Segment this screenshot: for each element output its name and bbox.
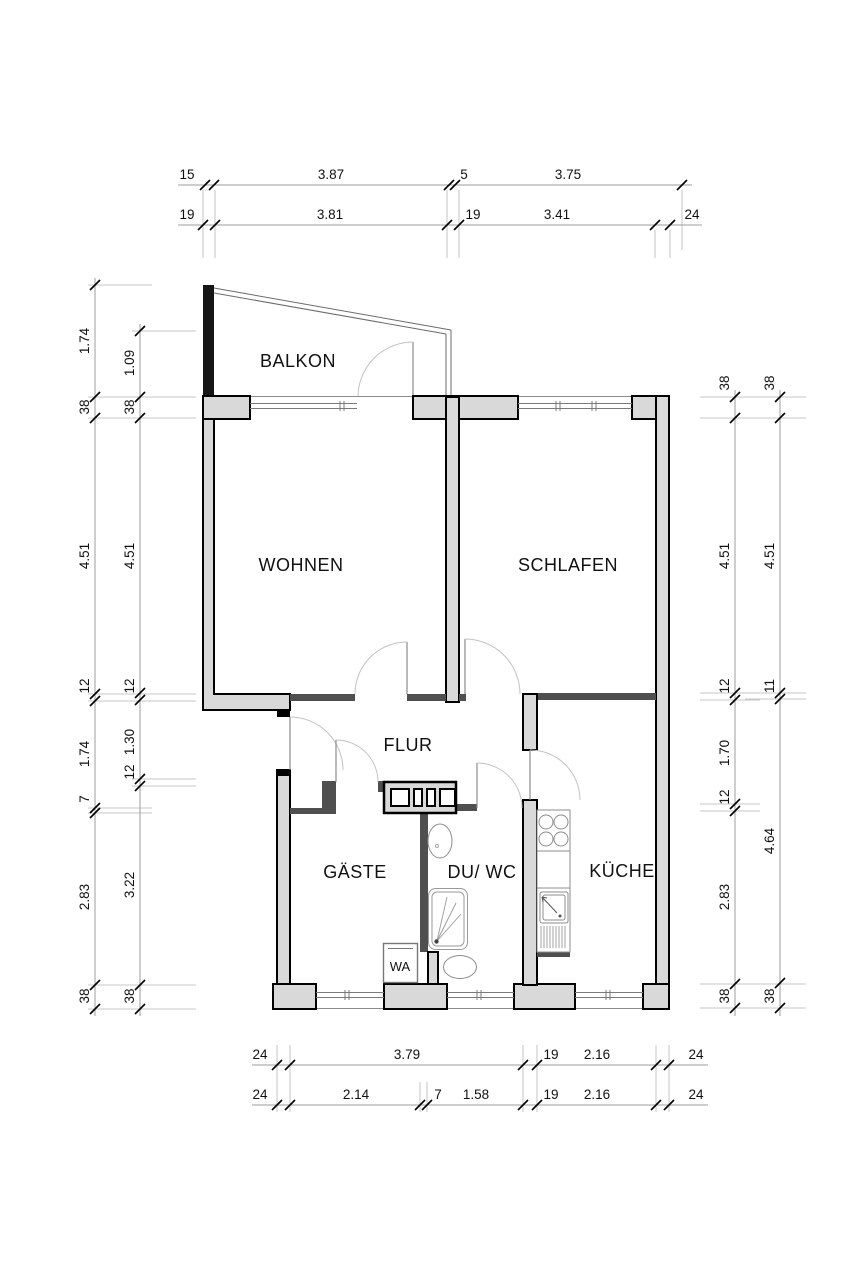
- dimension-labels-right-outer: [762, 375, 777, 1003]
- dim-label: 4.51: [717, 542, 732, 570]
- dim-label: 7: [77, 795, 92, 803]
- dim-label: 3.81: [316, 207, 344, 222]
- top-wall-pier-left: [203, 396, 250, 419]
- washing-machine-label: WA: [389, 959, 411, 974]
- dim-label: 3.75: [554, 167, 582, 182]
- dim-label: 38: [77, 399, 92, 415]
- right-wall: [656, 396, 669, 1009]
- dim-label: 2.16: [583, 1087, 611, 1102]
- sink-icon: [537, 888, 570, 952]
- dim-label: 1.70: [717, 739, 732, 767]
- dim-label: 12: [122, 764, 137, 780]
- bottom-wall-pier-4: [643, 984, 669, 1009]
- left-wall-lower: [277, 770, 290, 985]
- wohnen-door: [355, 642, 407, 694]
- dim-label: 24: [688, 1047, 704, 1062]
- dim-label: 24: [252, 1047, 268, 1062]
- dim-label: 3.22: [122, 871, 137, 899]
- dim-label: 1.74: [77, 740, 92, 768]
- bottom-wall-pier-2: [384, 984, 447, 1009]
- room-label-wohnen: WOHNEN: [258, 555, 344, 575]
- dim-label: 38: [762, 988, 777, 1004]
- room-label-kueche: KÜCHE: [589, 861, 655, 881]
- kitchen-counter: [537, 851, 570, 888]
- entry-door-jamb-top: [277, 710, 290, 717]
- dim-label: 38: [122, 988, 137, 1004]
- dimension-labels-left-outer: [77, 327, 92, 1003]
- dim-label: 1.74: [77, 327, 92, 355]
- room-label-flur: FLUR: [383, 735, 433, 755]
- room-label-gaeste: GÄSTE: [323, 862, 387, 882]
- balcony-door: [358, 342, 413, 397]
- radiator: [384, 782, 456, 813]
- dim-label: 12: [717, 789, 732, 805]
- dim-label: 4.51: [77, 542, 92, 570]
- dim-label: 3.79: [393, 1047, 421, 1062]
- dimension-labels-right-inner: [717, 375, 732, 1003]
- dimension-labels-top: [179, 167, 700, 222]
- dim-label: 2.16: [583, 1047, 611, 1062]
- dim-label: 38: [717, 988, 732, 1004]
- stove-icon: [537, 810, 570, 851]
- dim-label: 1.58: [462, 1087, 490, 1102]
- bottom-wall-pier-3: [514, 984, 575, 1009]
- dim-label: 24: [252, 1087, 268, 1102]
- dim-label: 1.09: [122, 349, 137, 377]
- dim-label: 12: [717, 678, 732, 694]
- dimension-labels-bottom: [252, 1047, 704, 1102]
- wall-wohnen-schlafen: [446, 397, 459, 702]
- bottom-wall-pier-1: [273, 984, 316, 1009]
- bath-west-wall: [420, 813, 428, 952]
- dim-label: 4.51: [122, 542, 137, 570]
- room-label-balkon: BALKON: [259, 351, 337, 371]
- entry-door: [290, 717, 343, 770]
- dim-label: 3.87: [317, 167, 345, 182]
- duwc-door: [477, 763, 522, 808]
- dimension-labels-left-inner: [122, 350, 137, 1004]
- dim-label: 1.30: [122, 728, 137, 756]
- kitchen-fixtures: [537, 810, 570, 952]
- washbasin-icon: [428, 824, 452, 858]
- room-label-duwc: DU/ WC: [447, 862, 517, 882]
- dim-label: 38: [77, 988, 92, 1004]
- dim-label: 38: [762, 375, 777, 391]
- kueche-door: [530, 750, 580, 800]
- dim-label: 24: [684, 207, 700, 222]
- kitchen-west-wall: [523, 800, 537, 985]
- dim-label: 4.64: [762, 827, 777, 855]
- shower-icon: [429, 889, 468, 950]
- dim-label: 12: [122, 678, 137, 694]
- schlafen-door: [465, 639, 520, 694]
- washing-machine: [384, 944, 418, 983]
- dim-label: 5: [460, 167, 468, 182]
- kitchen-wall-pier: [523, 694, 537, 750]
- dim-label: 38: [122, 399, 137, 415]
- balcony-side-wall: [203, 285, 214, 397]
- balcony: [203, 285, 451, 397]
- dim-label: 7: [434, 1087, 442, 1102]
- dim-label: 19: [465, 207, 481, 222]
- room-label-schlafen: SCHLAFEN: [517, 555, 619, 575]
- dim-label: 2.83: [77, 883, 92, 911]
- dim-label: 12: [77, 678, 92, 694]
- dim-label: 15: [179, 167, 195, 182]
- toilet-icon: [444, 956, 477, 979]
- dim-label: 19: [543, 1047, 559, 1062]
- dim-label: 2.83: [717, 883, 732, 911]
- dim-label: 11: [762, 678, 777, 694]
- top-wall-pier-middle: [413, 396, 518, 419]
- dim-label: 19: [543, 1087, 559, 1102]
- dim-label: 4.51: [762, 542, 777, 570]
- balcony-parapet: [214, 288, 451, 396]
- dim-label: 19: [179, 207, 195, 222]
- dim-label: 2.14: [342, 1087, 370, 1102]
- dim-label: 24: [688, 1087, 704, 1102]
- dim-label: 38: [717, 375, 732, 391]
- interior-walls: [290, 397, 656, 985]
- dim-label: 3.41: [543, 207, 571, 222]
- entry-door-jamb-bottom: [277, 770, 290, 776]
